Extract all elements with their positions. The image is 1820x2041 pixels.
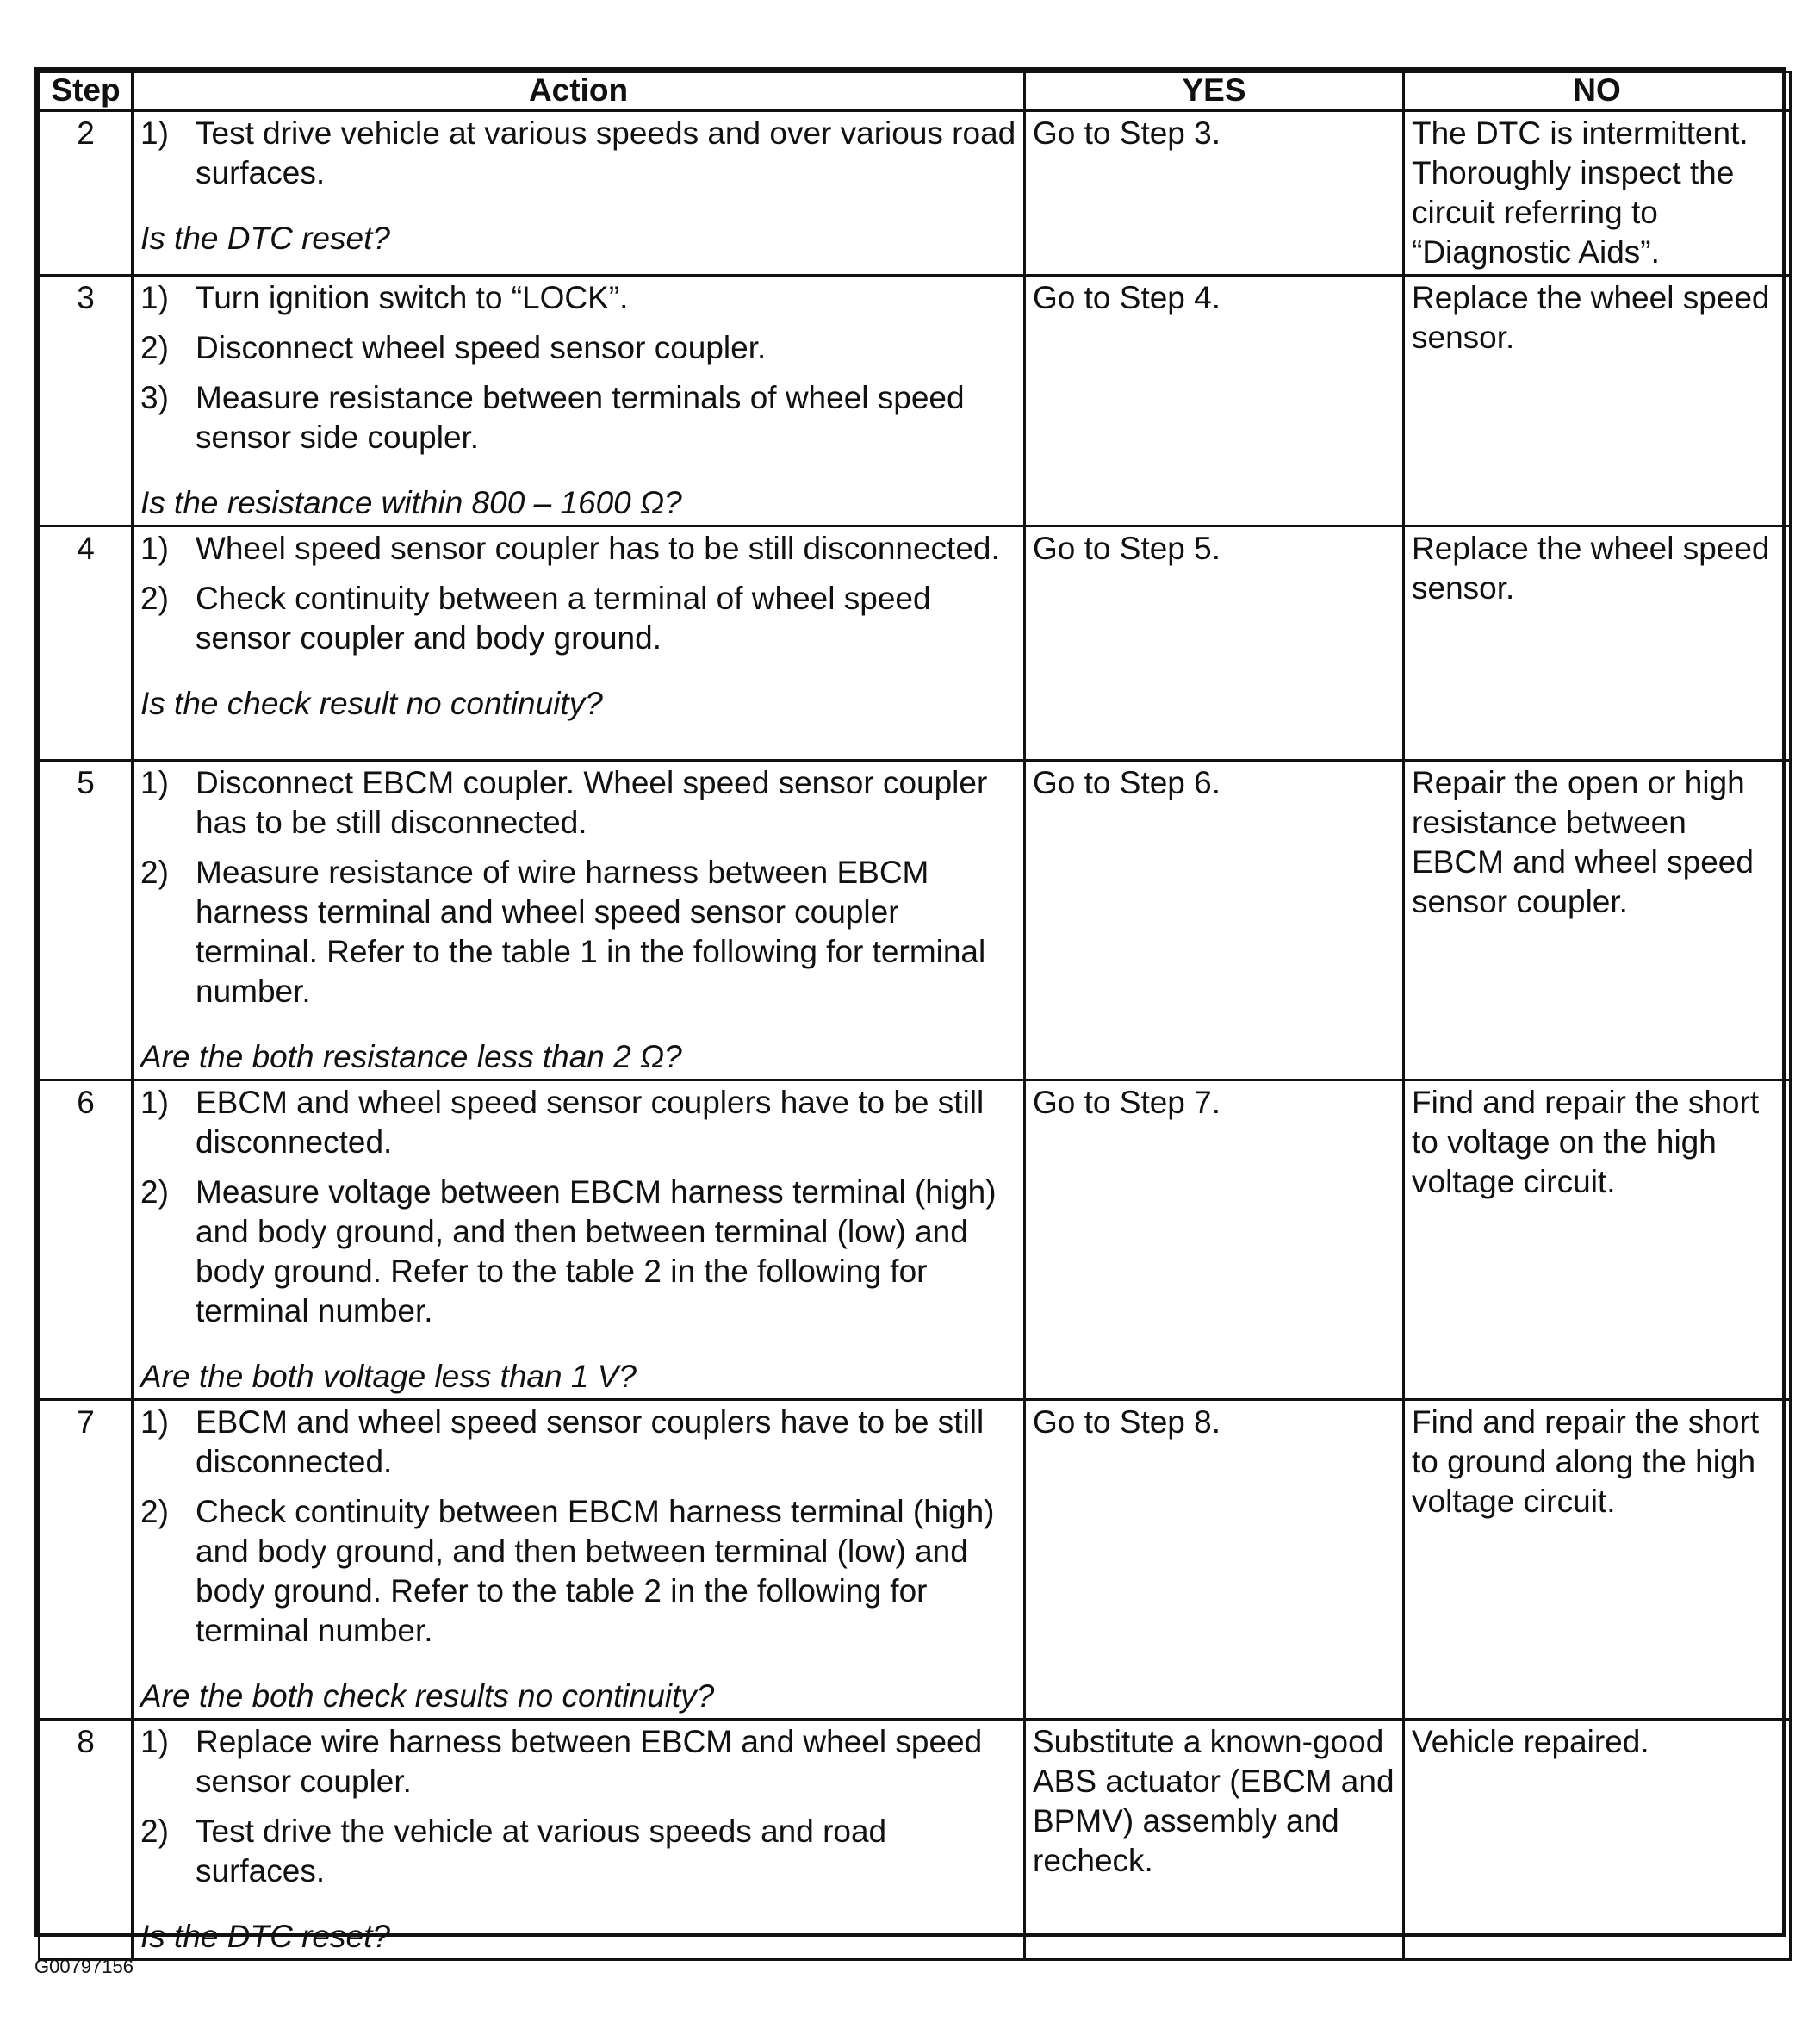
yes-cell: Go to Step 6.	[1025, 761, 1404, 1080]
action-item	[140, 1812, 1016, 1891]
action-item-text: EBCM and wheel speed sensor couplers have to be still disconnected.	[196, 1404, 985, 1479]
action-item-text: EBCM and wheel speed sensor couplers have to be still disconnected.	[196, 1085, 985, 1160]
action-item-text: Wheel speed sensor coupler has to be still disconnected.	[196, 531, 1000, 566]
no-cell: Repair the open or high resistance between EBCM and wheel speed sensor coupler.	[1404, 761, 1791, 1080]
action-cell	[133, 1080, 1025, 1400]
action-item-number: 2)	[140, 1174, 169, 1210]
diagnostic-table-frame	[34, 67, 1786, 1954]
action-question: Are the both resistance less than 2 Ω?	[140, 1039, 682, 1074]
action-item-text: Test drive the vehicle at various speeds and road surfaces.	[196, 1814, 887, 1889]
action-item-text: Check continuity between EBCM harness terminal (high) and body ground, and then between terminal (low) and body ground. Refer to the table 2 in the following for terminal number.	[196, 1494, 995, 1648]
no-cell: The DTC is intermittent. Thoroughly inspect the circuit referring to “Diagnostic Aids”.	[1404, 111, 1791, 276]
no-cell: Replace the wheel speed sensor.	[1404, 526, 1791, 761]
action-item-text: Measure resistance of wire harness between EBCM harness terminal and wheel speed sensor coupler terminal. Refer to the table 1 in the following for terminal number.	[196, 855, 986, 1009]
action-item	[140, 763, 1016, 843]
action-item-number: 2)	[140, 581, 169, 616]
no-cell: Vehicle repaired.	[1404, 1720, 1791, 1960]
step-number: 7	[40, 1400, 133, 1720]
action-item-number: 2)	[140, 855, 169, 890]
header-yes: YES	[1025, 72, 1404, 111]
action-item-number: 2)	[140, 1814, 169, 1849]
action-cell	[133, 111, 1025, 276]
no-cell: Find and repair the short to voltage on the high voltage circuit.	[1404, 1080, 1791, 1400]
action-cell	[133, 1720, 1025, 1960]
action-item	[140, 853, 1016, 1011]
action-item-text: Turn ignition switch to “LOCK”.	[196, 280, 629, 315]
yes-cell: Go to Step 3.	[1025, 111, 1404, 276]
no-cell: Replace the wheel speed sensor.	[1404, 276, 1791, 526]
table-row	[40, 526, 1791, 761]
action-item-number: 1)	[140, 1085, 169, 1120]
action-item-text: Check continuity between a terminal of wheel speed sensor coupler and body ground.	[196, 581, 931, 656]
action-item-text: Measure resistance between terminals of wheel speed sensor side coupler.	[196, 380, 965, 455]
action-question: Are the both check results no continuity?	[140, 1678, 715, 1714]
action-cell	[133, 526, 1025, 761]
table-header-row	[40, 72, 1791, 111]
action-item	[140, 1083, 1016, 1162]
yes-cell: Substitute a known-good ABS actuator (EBCM and BPMV) assembly and recheck.	[1025, 1720, 1404, 1960]
action-question: Is the resistance within 800 – 1600 Ω?	[140, 485, 682, 520]
step-number: 3	[40, 276, 133, 526]
action-question: Is the check result no continuity?	[140, 686, 603, 721]
yes-cell: Go to Step 4.	[1025, 276, 1404, 526]
action-item-text: Test drive vehicle at various speeds and over various road surfaces.	[196, 115, 1016, 190]
action-item	[140, 1403, 1016, 1482]
action-item-number: 1)	[140, 1404, 169, 1440]
action-item-number: 3)	[140, 380, 169, 415]
step-number: 8	[40, 1720, 133, 1960]
yes-cell: Go to Step 7.	[1025, 1080, 1404, 1400]
action-item-number: 1)	[140, 115, 169, 151]
action-item-text: Measure voltage between EBCM harness terminal (high) and body ground, and then between terminal (low) and body ground. Refer to the table 2 in the following for terminal number.	[196, 1174, 997, 1329]
action-item	[140, 378, 1016, 457]
table-row	[40, 1720, 1791, 1960]
table-body	[40, 111, 1791, 1960]
action-item-number: 1)	[140, 280, 169, 315]
yes-cell: Go to Step 8.	[1025, 1400, 1404, 1720]
table-row	[40, 276, 1791, 526]
action-item-number: 2)	[140, 1494, 169, 1529]
action-item	[140, 1173, 1016, 1331]
action-cell	[133, 1400, 1025, 1720]
action-item-number: 1)	[140, 765, 169, 800]
action-item	[140, 328, 1016, 368]
action-item	[140, 579, 1016, 658]
header-step: Step	[40, 72, 133, 111]
action-item	[140, 278, 1016, 318]
table-row	[40, 111, 1791, 276]
figure-code: G00797156	[34, 1956, 134, 1977]
step-number: 5	[40, 761, 133, 1080]
header-action: Action	[133, 72, 1025, 111]
step-number: 2	[40, 111, 133, 276]
action-item	[140, 529, 1016, 569]
step-number: 6	[40, 1080, 133, 1400]
action-question: Is the DTC reset?	[140, 221, 390, 256]
action-item-number: 2)	[140, 330, 169, 365]
action-question: Are the both voltage less than 1 V?	[140, 1359, 637, 1394]
action-cell	[133, 276, 1025, 526]
yes-cell: Go to Step 5.	[1025, 526, 1404, 761]
action-item-text: Disconnect wheel speed sensor coupler.	[196, 330, 767, 365]
table-row	[40, 1080, 1791, 1400]
diagnostic-table	[38, 71, 1792, 1961]
table-row	[40, 1400, 1791, 1720]
action-item	[140, 114, 1016, 193]
action-item-number: 1)	[140, 1724, 169, 1759]
action-question: Is the DTC reset?	[140, 1919, 390, 1954]
no-cell: Find and repair the short to ground along the high voltage circuit.	[1404, 1400, 1791, 1720]
action-item-text: Replace wire harness between EBCM and wheel speed sensor coupler.	[196, 1724, 983, 1799]
table-row	[40, 761, 1791, 1080]
action-item	[140, 1722, 1016, 1801]
step-number: 4	[40, 526, 133, 761]
action-item	[140, 1492, 1016, 1651]
action-item-text: Disconnect EBCM coupler. Wheel speed sensor coupler has to be still disconnected.	[196, 765, 988, 840]
header-no: NO	[1404, 72, 1791, 111]
action-cell	[133, 761, 1025, 1080]
action-item-number: 1)	[140, 531, 169, 566]
